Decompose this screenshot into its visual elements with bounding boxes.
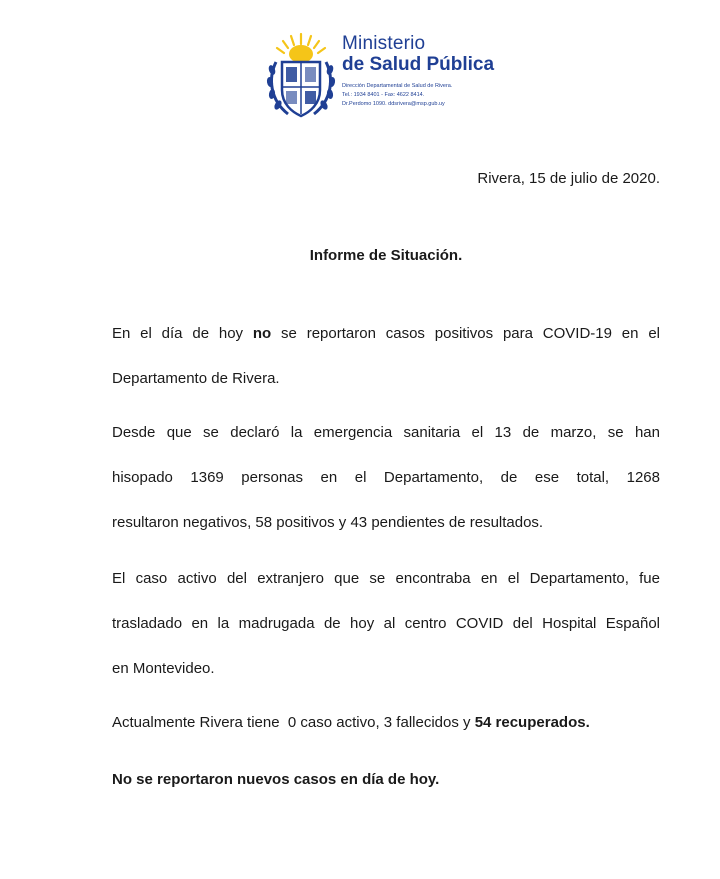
- paragraph-line: Desde que se declaró la emergencia sanitaria el 13 de marzo, se han: [112, 424, 660, 441]
- paragraph-line: trasladado en la madrugada de hoy al centro COVID del Hospital Español: [112, 615, 660, 632]
- paragraph-no-cases: [112, 311, 660, 401]
- document-title: Informe de Situación.: [309, 247, 463, 264]
- paragraph-line: en Montevideo.: [112, 660, 215, 677]
- paragraph-summary: [112, 757, 660, 802]
- paragraph-line: Departamento de Rivera.: [112, 370, 280, 387]
- phone-numbers: Tel.: 1934 8401 - Fax: 4622 8414.: [342, 92, 425, 98]
- paragraph-line: El caso activo del extranjero que se encontraba en el Departamento, fue: [112, 570, 660, 587]
- paragraph-line: resultaron negativos, 58 positivos y 43 pendientes de resultados.: [112, 514, 544, 531]
- paragraph-testing-stats: [112, 410, 660, 545]
- address: Dr.Perdomo 1090. ddsrivera@msp.gub.uy: [342, 101, 445, 107]
- text-segment: se reportaron casos positivos para COVID-19 en el: [281, 325, 660, 342]
- coat-of-arms-icon: [262, 30, 340, 122]
- paragraph-transfer: [112, 556, 660, 691]
- paragraph-current-status: [112, 700, 660, 745]
- ministry-name-line1: Ministerio: [342, 33, 426, 54]
- paragraph-line: [112, 700, 660, 745]
- letterhead: [262, 30, 522, 130]
- text-segment: En el día de hoy: [112, 325, 244, 342]
- text-segment: Actualmente Rivera tiene 0 caso activo, 3 fallecidos y: [112, 714, 471, 731]
- recovered-count: 54 recuperados.: [474, 714, 590, 731]
- paragraph-line: [112, 311, 660, 356]
- document-date: Rivera, 15 de julio de 2020.: [477, 170, 660, 187]
- ministry-brand: [342, 34, 542, 109]
- summary-statement: No se reportaron nuevos casos en día de hoy.: [112, 771, 440, 788]
- ministry-name-line2: de Salud Pública: [342, 54, 495, 75]
- paragraph-line: hisopado 1369 personas en el Departamento, de ese total, 1268: [112, 469, 660, 486]
- emphasis-no: no: [252, 325, 272, 342]
- department-name: Dirección Departamental de Salud de Rivera.: [342, 83, 453, 89]
